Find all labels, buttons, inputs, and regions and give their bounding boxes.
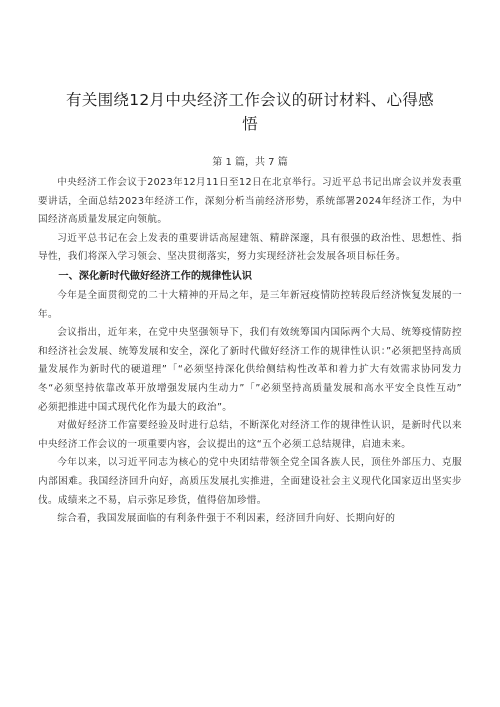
title-line-1: 有关围绕12月中央经济工作会议的研讨材料、心得感 bbox=[66, 91, 434, 109]
paragraph: 对做好经济工作富要经验及时进行总结，不断深化对经济工作的规律性认识，是新时代以来中央经济工作会议的一项重要内容，会议提出的这“五个必须工总结规律，启迪未来。 bbox=[38, 420, 462, 450]
document-title bbox=[38, 0, 462, 136]
title-line-2: 悟 bbox=[242, 115, 258, 133]
paragraph: 综合看，我国发展面临的有利条件强于不利因素，经济回升向好、长期向好的 bbox=[57, 513, 396, 525]
part-info: 第 1 篇，共 7 篇 bbox=[212, 157, 288, 168]
paragraph: 中央经济工作会议于2023年12月11日至12日在北京举行。习近平总书记出席会议并发表重要讲话，全面总结2023年经济工作，深刻分析当前经济形势，系统部署2024年经济工作，为中国经济高质量发展定向领航。 bbox=[38, 177, 462, 226]
paragraph: 今年是全面贯彻党的二十大精神的开局之年，是三年新冠疫情防控转段后经济恢复发展的一年。 bbox=[38, 289, 462, 320]
paragraph: 习近平总书记在会上发表的重要讲话高屋建瓴、精辟深邃，具有很强的政治性、思想性、指导性，我们将深入学习领会、坚决贯彻落实，努力实现经济社会发展各项目标任务。 bbox=[38, 232, 462, 263]
paragraph: 会议指出，近年来，在党中央坚强领导下，我们有效统筹国内国际两个大局、统筹疫情防控和经济社会发展、统筹发展和安全，深化了新时代做好经济工作的规律性认识：”必须把坚持高质量发展作为新时代的硬道理”「“必须坚持深化供给侧结构性改革和着力扩大有效需求协同发力冬“必须坚持依靠改革开放增强发展内生动力”「”必须坚持高质量发展和高水平安全良性互动” 必须把推进中国式现代化作为最大的政治”。 bbox=[38, 327, 482, 413]
section-heading: 一、深化新时代做好经济工作的规律性认识 bbox=[58, 270, 252, 282]
paragraph: 今年以来，以习近平同志为核心的党中央团结带领全党全国各族人民，顶住外部压力、克服内部困难。我国经济回升向好，高质压发展扎实推进，全面建设社会主义现代化国家迈出坚实步伐。成绩来之不易，启示弥足珍货，值得倍加珍惜。 bbox=[38, 457, 462, 506]
